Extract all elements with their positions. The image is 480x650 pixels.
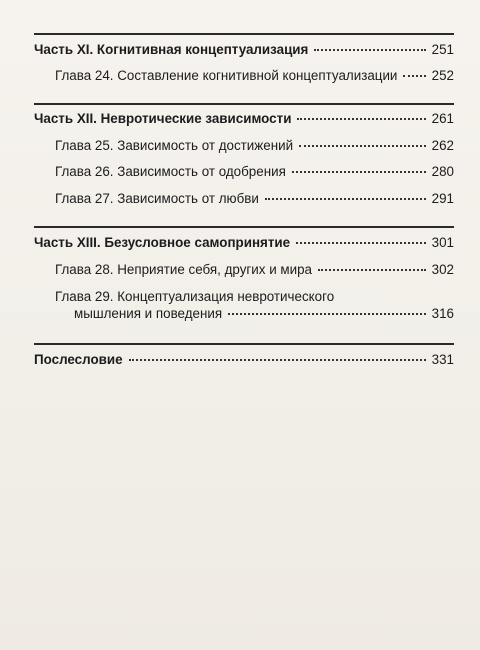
toc-chapter-28 [55,261,454,278]
dot-leader [265,198,426,200]
toc-label: Часть XI. Когнитивная концептуализация [34,42,309,57]
dot-leader [129,359,426,361]
toc-page-number: 302 [431,262,454,277]
toc-label: Глава 28. Неприятие себя, других и мира [55,262,312,277]
toc-label: Глава 24. Составление когнитивной концептуализации [55,68,398,83]
dot-leader [314,49,425,51]
toc-label-line-2: мышления и поведения [74,306,223,321]
toc-page-number: 261 [431,111,454,126]
toc-label: Глава 27. Зависимость от любви [55,191,259,206]
toc-page-number: 331 [431,352,454,367]
dot-leader [403,75,425,77]
toc-label-line-1: Глава 29. Концептуализация невротического [55,289,335,304]
toc-afterword [34,351,454,368]
dot-leader [292,171,426,173]
dot-leader [318,269,426,271]
toc-page-number: 262 [431,138,454,153]
toc-label: Глава 25. Зависимость от достижений [55,138,294,153]
toc-chapter-24 [55,67,454,84]
toc-chapter-26 [55,163,454,180]
toc-page-number: 252 [431,68,454,83]
toc-page-number: 301 [431,235,454,250]
toc-part-11 [34,41,454,58]
dot-leader [297,118,425,120]
toc-part-12 [34,110,454,127]
toc-label: Послесловие [34,352,123,367]
divider-top [34,33,454,35]
toc-chapter-29 [55,288,454,322]
divider [34,226,454,228]
dot-leader [299,145,426,147]
toc-label: Глава 26. Зависимость от одобрения [55,164,286,179]
dot-leader [228,313,426,315]
divider [34,343,454,345]
dot-leader [296,242,426,244]
toc-chapter-27 [55,190,454,207]
toc-chapter-25 [55,137,454,154]
toc-page-number: 280 [431,164,454,179]
toc-page-number: 291 [431,191,454,206]
toc-part-13 [34,234,454,251]
toc-page-number: 251 [431,42,454,57]
toc-label: Часть XIII. Безусловное самопринятие [34,235,291,250]
toc-label: Часть XII. Невротические зависимости [34,111,292,126]
toc-page-number: 316 [431,306,454,321]
divider [34,103,454,105]
